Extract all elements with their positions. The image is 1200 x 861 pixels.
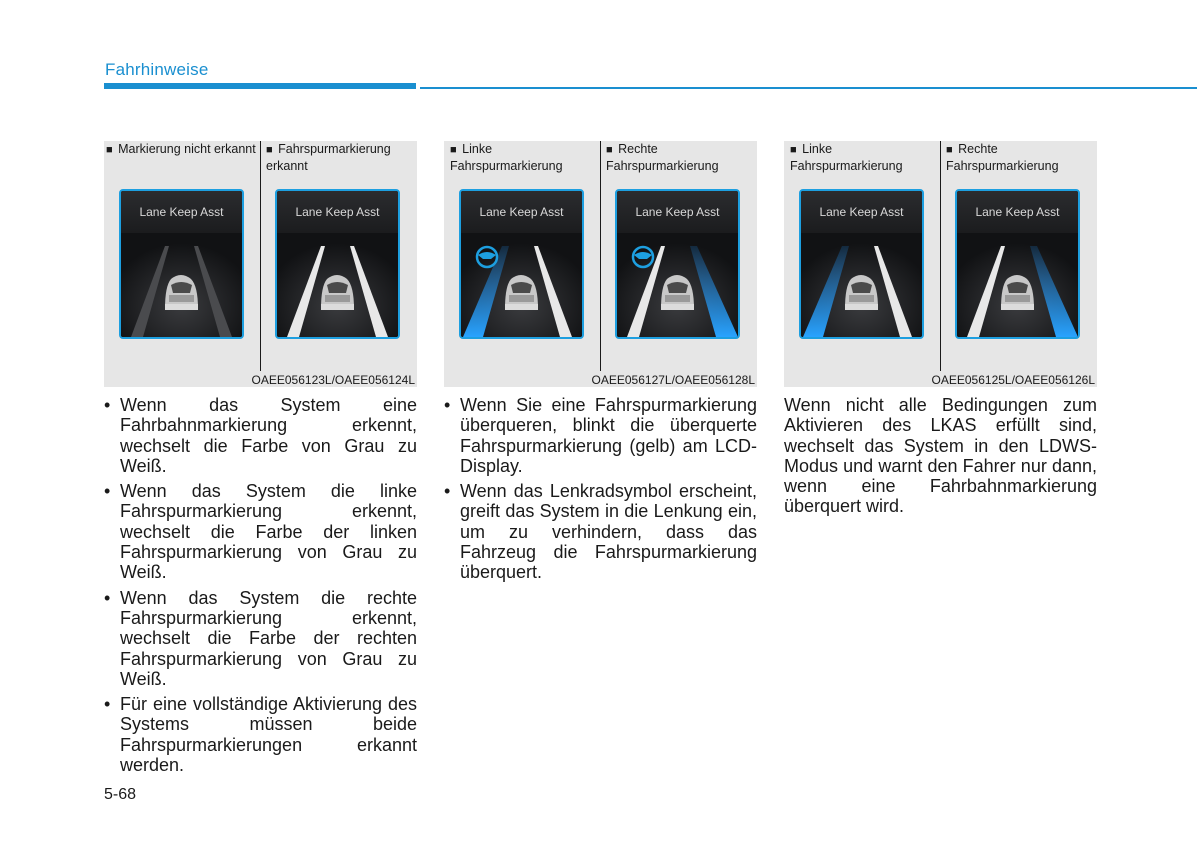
cluster-screen [955,189,1080,339]
bullet-dot: • [444,395,451,415]
figure-label-text: Linke Fahrspurmarkierung [790,142,903,173]
column-1-text [104,395,417,780]
square-marker-icon: ■ [106,144,113,156]
figure-label-text: Fahrspurmarkierung erkannt [266,142,391,173]
bullet-item [104,395,417,476]
header-rule-thick [104,83,416,89]
figure-divider [260,141,261,371]
square-marker-icon: ■ [266,144,273,156]
figure-label-text: Markierung nicht erkannt [118,142,256,156]
lane-graphic [277,191,398,337]
figure-divider [600,141,601,371]
bullet-text: Wenn das Lenkradsymbol erscheint, greift das System in die Lenkung ein, um zu verhindern, dass das Fahrzeug die Fahrspurmarkierung überquert. [460,481,757,583]
bullet-text: Wenn das System die rechte Fahrspurmarkierung erkennt, wechselt die Farbe der rechten Fahrspurmarkierung von Grau zu Weiß. [120,587,417,689]
screen-title: Lane Keep Asst [819,205,904,219]
bullet-dot: • [104,481,111,502]
page-number: 5-68 [104,786,137,803]
paragraph: Wenn nicht alle Bedingungen zum Aktivieren des LKAS erfüllt sind, wechselt das System in den LDWS-Modus und warnt den Fahrer nur dann, wenn eine Fahrbahnmarkierung überquert wird. [784,395,1097,517]
bullet-item [104,694,417,775]
lane-graphic [617,191,738,337]
figure-caption: OAEE056125L/OAEE056126L [931,373,1095,387]
figure-label-text: Rechte Fahrspurmarkierung [606,142,719,173]
lane-graphic [801,191,922,337]
lane-graphic [461,191,582,337]
figure-caption: OAEE056127L/OAEE056128L [591,373,755,387]
column-2-text [444,395,757,588]
cluster-screen [459,189,584,339]
header-rule-thin [420,87,1197,89]
figure-label-text: Rechte Fahrspurmarkierung [946,142,1059,173]
bullet-dot: • [444,481,451,502]
figure-label [790,141,940,174]
bullet-dot: • [104,587,111,608]
screen-title: Lane Keep Asst [635,205,720,219]
bullet-text: Für eine vollständige Aktivierung des Systems müssen beide Fahrspurmarkierungen erkannt werden. [120,694,417,776]
square-marker-icon: ■ [606,144,613,156]
figure-divider [940,141,941,371]
screen-title: Lane Keep Asst [479,205,564,219]
cluster-screen [119,189,244,339]
screen-title: Lane Keep Asst [295,205,380,219]
bullet-item [104,588,417,689]
bullet-text: Wenn Sie eine Fahrspurmarkierung überqueren, blinkt die überquerte Fahrspurmarkierung (gelb) am LCD-Display. [460,395,757,476]
figure-panel-1 [104,141,417,387]
figure-label [266,141,416,174]
square-marker-icon: ■ [450,144,457,156]
bullet-dot: • [104,395,111,415]
figure-panel-2 [444,141,757,387]
bullet-dot: • [104,694,111,715]
bullet-item [104,481,417,582]
bullet-text: Wenn das System die linke Fahrspurmarkierung erkennt, wechselt die Farbe der linken Fahrspurmarkierung von Grau zu Weiß. [120,481,417,583]
figure-label [106,141,256,158]
bullet-item [444,395,757,476]
cluster-screen [799,189,924,339]
bullet-text: Wenn das System eine Fahrbahnmarkierung erkennt, wechselt die Farbe von Grau zu Weiß. [120,395,417,476]
square-marker-icon: ■ [790,144,797,156]
figure-caption: OAEE056123L/OAEE056124L [251,373,415,387]
figure-label-text: Linke Fahrspurmarkierung [450,142,563,173]
figure-label [450,141,600,174]
figure-label [946,141,1096,174]
figure-panel-3 [784,141,1097,387]
section-title: Fahrhinweise [105,60,209,79]
screen-title: Lane Keep Asst [139,205,224,219]
screen-title: Lane Keep Asst [975,205,1060,219]
bullet-item [444,481,757,582]
figure-label [606,141,756,174]
lane-graphic [121,191,242,337]
cluster-screen [275,189,400,339]
square-marker-icon: ■ [946,144,953,156]
column-3-text [784,395,1097,517]
cluster-screen [615,189,740,339]
lane-graphic [957,191,1078,337]
